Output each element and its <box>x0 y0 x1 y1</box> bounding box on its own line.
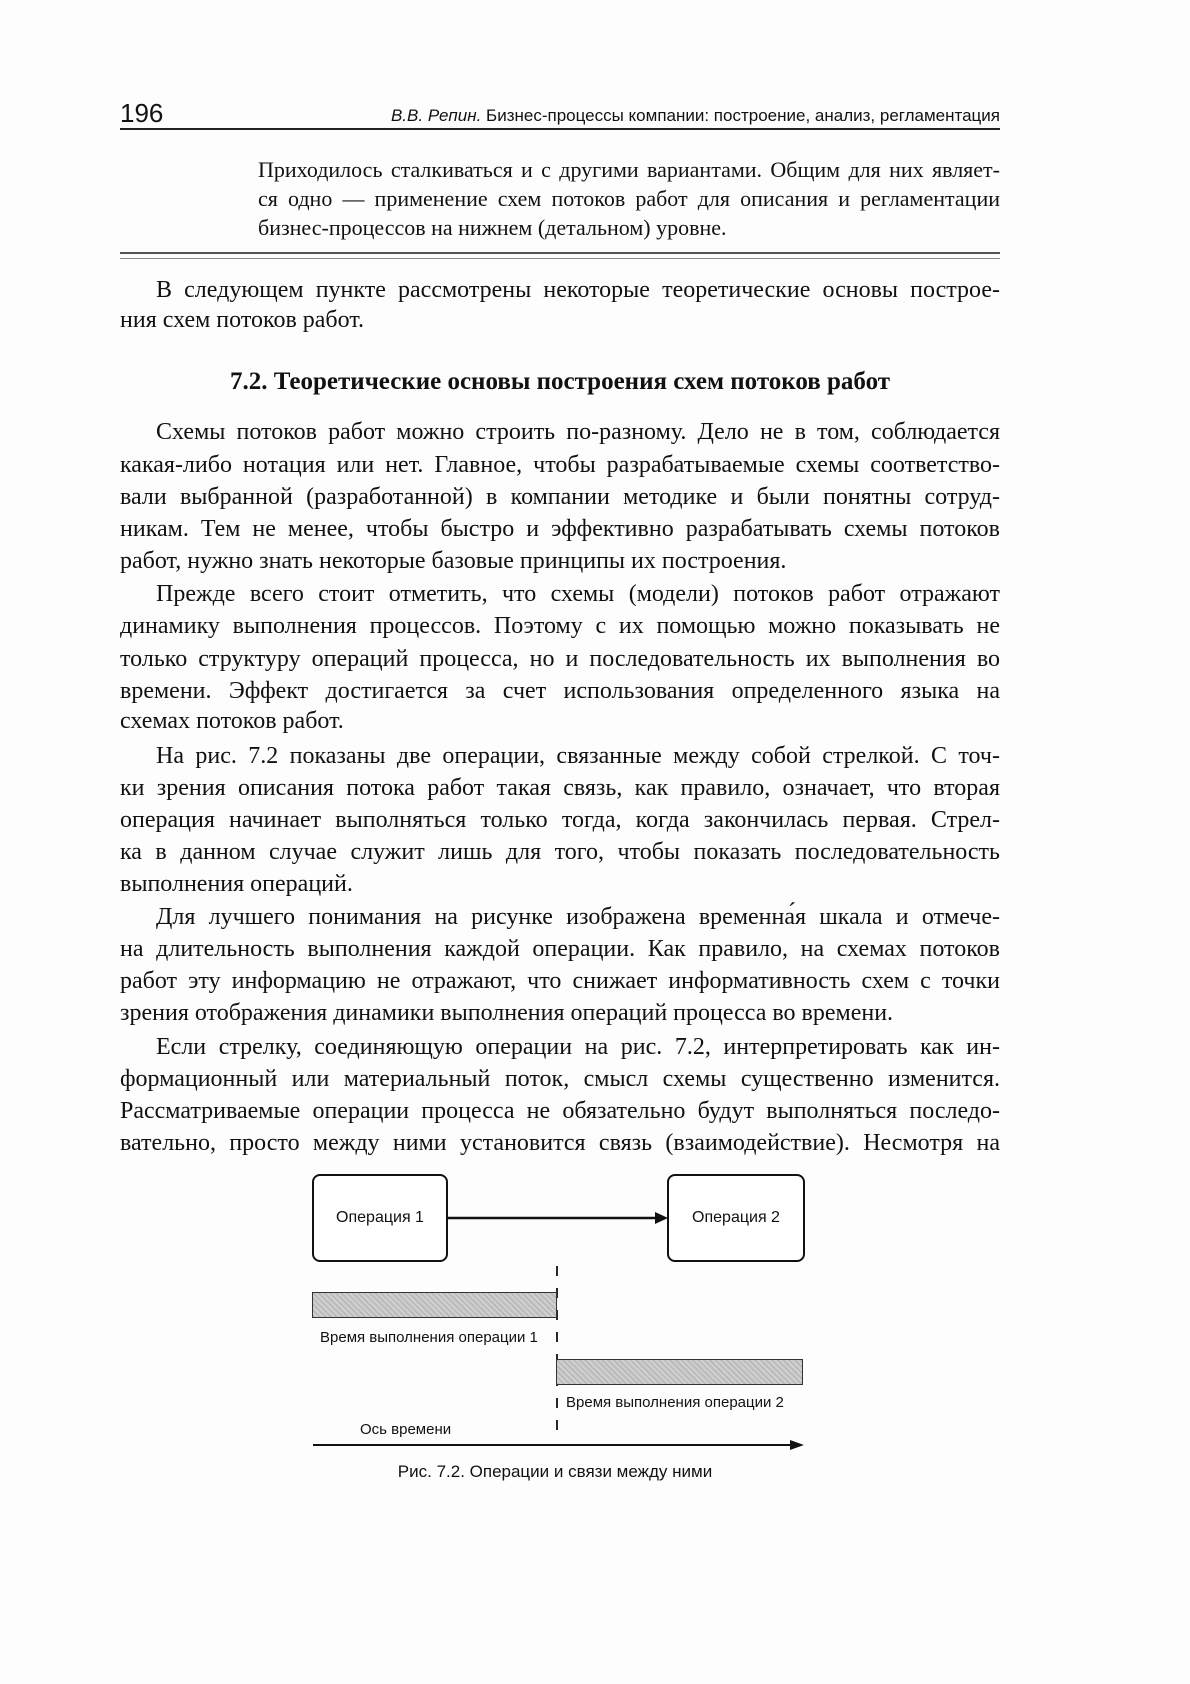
operation-1-label: Операция 1 <box>336 1209 424 1226</box>
text-line: ния схем потоков работ. <box>120 307 365 333</box>
text-line: только структуру операций процесса, но и последовательность их выполнения во <box>120 646 1000 672</box>
text-line: выполнения операций. <box>120 871 353 897</box>
text-line: Прежде всего стоит отметить, что схемы (модели) потоков работ отражают <box>156 581 1000 607</box>
text-line: времени. Эффект достигается за счет использования определенного языка на <box>120 678 1000 704</box>
duration-2-label: Время выполнения операции 2 <box>566 1394 784 1411</box>
text-line: Если стрелку, соединяющую операции на рис. 7.2, интерпретировать как ин- <box>156 1034 1000 1060</box>
text-line: вали выбранной (разработанной) в компании методике и были понятны сотруд- <box>120 484 1000 510</box>
duration-1-label: Время выполнения операции 1 <box>320 1329 538 1346</box>
text-line: Схемы потоков работ можно строить по-разному. Дело не в том, соблюдается <box>156 419 1000 445</box>
page-number: 196 <box>120 98 164 128</box>
text-line: работ, нужно знать некоторые базовые принципы их построения. <box>120 548 787 574</box>
time-axis-arrow-icon <box>790 1440 804 1450</box>
arrow-head-icon <box>655 1212 668 1224</box>
duration-bar-1 <box>312 1292 557 1318</box>
text-line: зрения отображения динамики выполнения операций процесса во времени. <box>120 1000 894 1026</box>
text-line: работ эту информацию не отражают, что снижает информативность схем с точки <box>120 968 1000 994</box>
section-heading: 7.2. Теоретические основы построения схем потоков работ <box>229 368 891 395</box>
text-line: схемах потоков работ. <box>120 708 344 734</box>
text-line: какая-либо нотация или нет. Главное, чтобы разрабатываемые схемы соответство- <box>120 452 1000 478</box>
text-line: ки зрения описания потока работ такая связь, как правило, означает, что вторая <box>120 775 1000 801</box>
text-line: Рассматриваемые операции процесса не обязательно будут выполняться последо- <box>120 1098 1000 1124</box>
text-line: на длительность выполнения каждой операции. Как правило, на схемах потоков <box>120 936 1000 962</box>
text-line: формационный или материальный поток, смысл схемы существенно изменится. <box>120 1066 1000 1092</box>
text-line: динамику выполнения процессов. Поэтому с их помощью можно показывать не <box>120 613 1000 639</box>
duration-bar-2 <box>556 1359 803 1385</box>
text-line: Приходилось сталкиваться и с другими вариантами. Общим для них являет- <box>258 157 1000 182</box>
text-line: операция начинает выполняться только тогда, когда закончилась первая. Стрел- <box>120 807 1000 833</box>
text-line: вательно, просто между ними установится связь (взаимодействие). Несмотря на <box>120 1130 1000 1156</box>
author: В.В. Репин. <box>390 106 482 125</box>
text-line: никам. Тем не менее, чтобы быстро и эффективно разрабатывать схемы потоков <box>120 516 1000 542</box>
text-line: На рис. 7.2 показаны две операции, связанные между собой стрелкой. С точ- <box>156 743 1000 769</box>
operation-2-label: Операция 2 <box>692 1209 780 1226</box>
figure-caption: Рис. 7.2. Операции и связи между ними <box>397 1462 713 1481</box>
text-line: ка в данном случае служит лишь для того, чтобы показать последовательность <box>120 839 1000 865</box>
text-line: бизнес-процессов на нижнем (детальном) уровне. <box>258 215 727 240</box>
text-line: В следующем пункте рассмотрены некоторые теоретические основы построе- <box>156 277 1000 303</box>
text-line: Для лучшего понимания на рисунке изображена временна́я шкала и отмече- <box>156 904 1000 930</box>
text-line: ся одно — применение схем потоков работ для описания и регламентации <box>258 186 1000 211</box>
time-axis-label: Ось времени <box>360 1421 452 1438</box>
book-title: Бизнес-процессы компании: построение, анализ, регламентация <box>486 106 1000 125</box>
